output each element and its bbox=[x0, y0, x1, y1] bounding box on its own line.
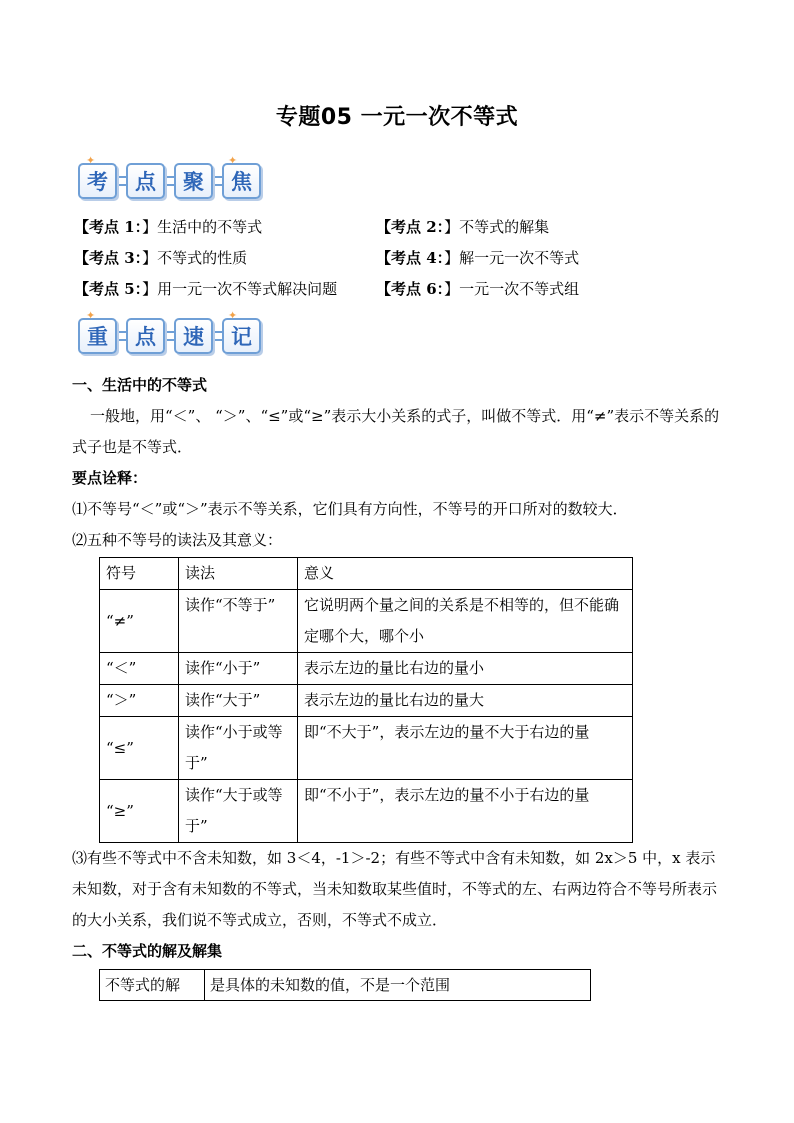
table-cell: “＞” bbox=[100, 685, 179, 717]
main-content bbox=[72, 370, 722, 1001]
table-cell: 表示左边的量比右边的量大 bbox=[298, 685, 633, 717]
table-row bbox=[100, 780, 633, 843]
topic-list bbox=[74, 216, 754, 300]
topic-item: 【考点 6：】一元一次不等式组 bbox=[376, 280, 580, 298]
table-cell: 是具体的未知数的值，不是一个范围 bbox=[205, 970, 591, 1001]
banner-badge: ✦ 记 bbox=[222, 318, 261, 354]
table-header-cell: 读法 bbox=[179, 558, 298, 590]
definition-paragraph: 一般地，用“＜”、 “＞”、“≤”或“≥”表示大小关系的式子，叫做不等式．用“≠”表示不等关系的式子也是不等式． bbox=[72, 407, 720, 456]
table-row bbox=[100, 590, 633, 653]
section-heading: 一、生活中的不等式 bbox=[72, 376, 208, 394]
table-cell: “＜” bbox=[100, 653, 179, 685]
table-cell: 它说明两个量之间的关系是不相等的，但不能确定哪个大，哪个小 bbox=[298, 590, 633, 653]
sparkle-icon: ✦ bbox=[86, 309, 96, 322]
table-row bbox=[100, 653, 633, 685]
banner-badge: 点 bbox=[126, 318, 165, 354]
table-header-row bbox=[100, 558, 633, 590]
topic-item: 【考点 4：】解一元一次不等式 bbox=[376, 249, 580, 267]
banner-badge: ✦ 重 bbox=[78, 318, 117, 354]
inequality-symbol-table bbox=[99, 557, 633, 843]
banner-badge: ✦ 考 bbox=[78, 163, 117, 199]
key-notes-banner bbox=[78, 309, 261, 354]
table-row bbox=[100, 685, 633, 717]
banner-badge: 速 bbox=[174, 318, 213, 354]
table-header-cell: 意义 bbox=[298, 558, 633, 590]
note-item: ⑴不等号“＜”或“＞”表示不等关系，它们具有方向性，不等号的开口所对的数较大． bbox=[72, 500, 628, 518]
table-cell: 读作“大于或等于” bbox=[179, 780, 298, 843]
table-cell: 不等式的解 bbox=[100, 970, 205, 1001]
table-cell: 即“不大于”，表示左边的量不大于右边的量 bbox=[298, 717, 633, 780]
topic-item: 【考点 3：】不等式的性质 bbox=[74, 249, 248, 267]
exam-points-banner bbox=[78, 154, 261, 199]
topic-item: 【考点 2：】不等式的解集 bbox=[376, 218, 550, 236]
table-cell: “≥” bbox=[100, 780, 179, 843]
section-heading: 二、不等式的解及解集 bbox=[72, 942, 223, 960]
table-cell: “≤” bbox=[100, 717, 179, 780]
solution-table bbox=[99, 969, 591, 1001]
table-header-cell: 符号 bbox=[100, 558, 179, 590]
table-cell: 读作“大于” bbox=[179, 685, 298, 717]
notes-heading: 要点诠释： bbox=[72, 469, 148, 487]
banner-badge: ✦ 焦 bbox=[222, 163, 261, 199]
table-cell: 表示左边的量比右边的量小 bbox=[298, 653, 633, 685]
note-item: ⑵五种不等号的读法及其意义： bbox=[72, 531, 283, 549]
table-cell: 读作“小于” bbox=[179, 653, 298, 685]
banner-badge: 聚 bbox=[174, 163, 213, 199]
sparkle-icon: ✦ bbox=[228, 309, 238, 322]
page-title: 专题05 一元一次不等式 bbox=[275, 105, 519, 130]
table-cell: “≠” bbox=[100, 590, 179, 653]
table-cell: 读作“不等于” bbox=[179, 590, 298, 653]
note-item: ⑶有些不等式中不含未知数，如 3＜4，-1＞-2；有些不等式中含有未知数，如 2x＞5 中，x 表示未知数，对于含有未知数的不等式，当未知数取某些值时，不等式的左、右两边符合不等号所表示的大小关系，我们说不等式成立，否则，不等式不成立． bbox=[72, 849, 718, 929]
table-row bbox=[100, 717, 633, 780]
sparkle-icon: ✦ bbox=[228, 154, 238, 167]
table-cell: 读作“小于或等于” bbox=[179, 717, 298, 780]
table-row bbox=[100, 970, 591, 1001]
banner-badge: 点 bbox=[126, 163, 165, 199]
table-cell: 即“不小于”，表示左边的量不小于右边的量 bbox=[298, 780, 633, 843]
topic-item: 【考点 5：】用一元一次不等式解决问题 bbox=[74, 280, 338, 298]
topic-item: 【考点 1：】生活中的不等式 bbox=[74, 218, 263, 236]
sparkle-icon: ✦ bbox=[86, 154, 96, 167]
